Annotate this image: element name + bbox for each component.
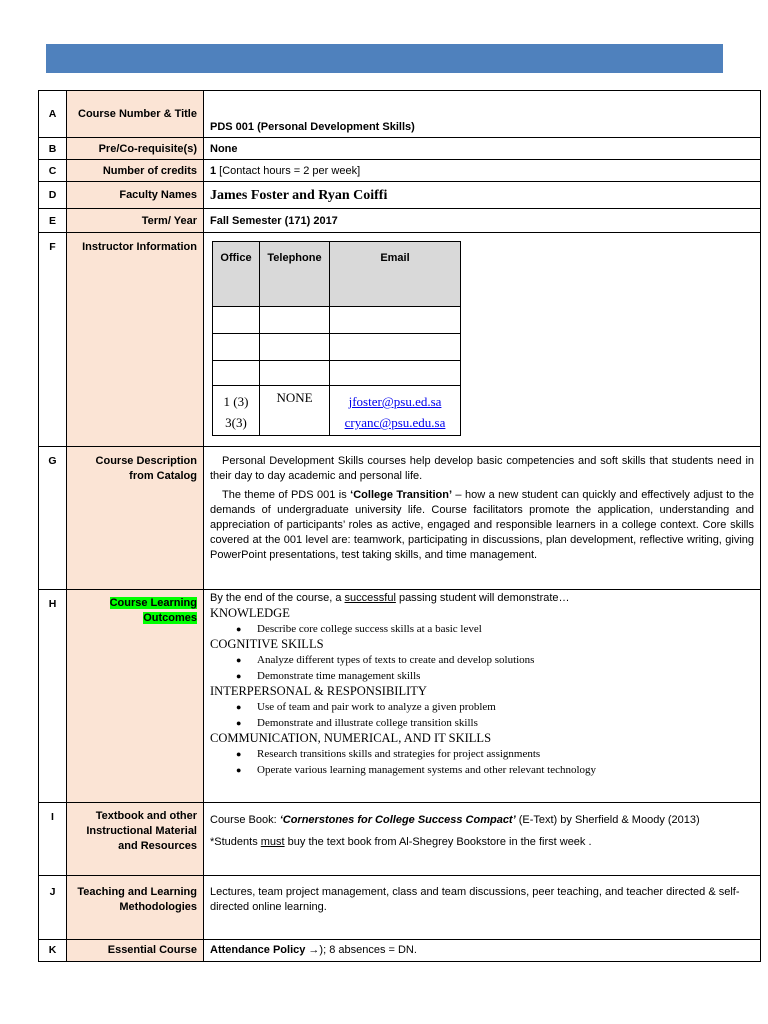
- course-book-prefix: Course Book:: [210, 813, 280, 826]
- course-book-line: [210, 809, 754, 831]
- outcomes-label-text: Course Learning Outcomes: [109, 596, 197, 624]
- outcome-item: [236, 746, 754, 762]
- outcome-category: INTERPERSONAL & RESPONSIBILITY: [210, 683, 427, 698]
- outcome-item: [236, 762, 754, 778]
- methodologies-label: Teaching and Learning Methodologies: [67, 875, 204, 939]
- outcome-text: Operate various learning management systems and other relevant technology: [257, 763, 597, 776]
- row-k: [39, 939, 761, 961]
- email-link-coiffi[interactable]: cryanc@psu.edu.sa: [344, 415, 446, 431]
- header-banner: [46, 44, 723, 73]
- theme-intro: The theme of PDS 001 is: [222, 489, 351, 502]
- bullet-icon: ●: [236, 748, 242, 759]
- note-prefix: *Students: [210, 835, 261, 848]
- methodologies-value: Lectures, team project management, class and team discussions, peer teaching, and teacher directed & self-directed online learning.: [204, 875, 761, 939]
- bullet-icon: ●: [236, 717, 242, 728]
- row-h: [39, 589, 761, 802]
- outcome-text: Describe core college success skills at a basic level: [257, 622, 482, 635]
- row-c: [39, 160, 761, 182]
- row-letter: K: [39, 939, 67, 961]
- outcome-text: Research transitions skills and strategies for project assignments: [257, 747, 541, 760]
- row-letter: B: [39, 138, 67, 160]
- intro-text: By the end of the course, a: [210, 591, 345, 604]
- row-letter: A: [39, 91, 67, 138]
- office-cell: [213, 386, 260, 436]
- row-letter: F: [39, 233, 67, 447]
- row-g: [39, 447, 761, 589]
- description-value: [204, 447, 761, 589]
- term-value: Fall Semester (171) 2017: [204, 209, 761, 233]
- outcome-item: [236, 699, 754, 715]
- credits-number: 1: [210, 164, 217, 177]
- textbook-label: Textbook and other Instructional Material and Resources: [67, 802, 204, 875]
- row-d: [39, 182, 761, 209]
- instructor-header-row: [213, 242, 461, 307]
- outcome-category: COMMUNICATION, NUMERICAL, AND IT SKILLS: [210, 730, 492, 745]
- description-label: Course Description from Catalog: [67, 447, 204, 589]
- outcome-category: COGNITIVE SKILLS: [210, 636, 324, 651]
- bullet-icon: ●: [236, 654, 242, 665]
- empty-row: [213, 361, 461, 386]
- course-number-label: Course Number & Title: [67, 91, 204, 138]
- outcome-item: [236, 652, 754, 668]
- row-letter: H: [39, 589, 67, 802]
- office-header: Office: [213, 242, 260, 307]
- outcome-text: Use of team and pair work to analyze a given problem: [257, 700, 496, 713]
- intro-underlined: successful: [344, 591, 396, 604]
- bullet-icon: ●: [236, 764, 242, 775]
- empty-row: [213, 307, 461, 334]
- row-b: [39, 138, 761, 160]
- office-value-2: 3(3): [225, 415, 247, 431]
- outcomes-intro: [210, 591, 754, 606]
- row-letter: D: [39, 182, 67, 209]
- instructor-data-row: [213, 386, 461, 436]
- note-must: must: [260, 835, 285, 848]
- email-link-foster[interactable]: jfoster@psu.ed.sa: [348, 394, 442, 410]
- description-paragraph-2: [210, 488, 754, 563]
- row-j: [39, 875, 761, 939]
- instructor-label: Instructor Information: [67, 233, 204, 447]
- instructor-value: [204, 233, 761, 447]
- outcome-text: Demonstrate time management skills: [257, 669, 421, 682]
- course-number-value: PDS 001 (Personal Development Skills): [204, 91, 761, 138]
- intro-text-end: passing student will demonstrate…: [395, 591, 570, 604]
- textbook-value: [204, 802, 761, 875]
- essential-value: [204, 939, 761, 961]
- essential-label: Essential Course: [67, 939, 204, 961]
- bullet-icon: ●: [236, 623, 242, 634]
- attendance-policy: Attendance Policy: [210, 944, 306, 957]
- email-cell: [330, 386, 461, 436]
- telephone-header: Telephone: [260, 242, 330, 307]
- outcomes-value: [204, 589, 761, 802]
- empty-row: [213, 334, 461, 361]
- attendance-rule: →); 8 absences = DN.: [305, 944, 417, 957]
- outcome-category: KNOWLEDGE: [210, 605, 290, 620]
- bullet-icon: ●: [236, 701, 242, 712]
- row-i: [39, 802, 761, 875]
- row-letter: C: [39, 160, 67, 182]
- outcomes-label: [67, 589, 204, 802]
- credits-value: [204, 160, 761, 182]
- instructor-table: [212, 241, 461, 436]
- row-f: [39, 233, 761, 447]
- note-text: buy the text book from Al-Shegrey Bookstore in the first week .: [284, 835, 592, 848]
- email-header: Email: [330, 242, 461, 307]
- row-letter: E: [39, 209, 67, 233]
- telephone-value: NONE: [260, 386, 330, 436]
- outcome-item: [236, 715, 754, 731]
- term-label: Term/ Year: [67, 209, 204, 233]
- contact-hours: [Contact hours = 2 per week]: [216, 164, 361, 177]
- course-book-author: (E-Text) by Sherfield & Moody (2013): [515, 813, 700, 826]
- prerequisite-label: Pre/Co-requisite(s): [67, 138, 204, 160]
- row-e: [39, 209, 761, 233]
- theme-title: ‘College Transition’: [350, 489, 452, 502]
- course-spec-table: [38, 90, 761, 962]
- outcome-text: Analyze different types of texts to create and develop solutions: [257, 653, 535, 666]
- outcome-text: Demonstrate and illustrate college transition skills: [257, 716, 478, 729]
- faculty-label: Faculty Names: [67, 182, 204, 209]
- row-letter: J: [39, 875, 67, 939]
- row-letter: G: [39, 447, 67, 589]
- course-book-title: ‘Cornerstones for College Success Compact’: [279, 813, 516, 826]
- prerequisite-value: None: [204, 138, 761, 160]
- outcome-item: [236, 668, 754, 684]
- outcome-item: [236, 621, 754, 637]
- theme-text: – how a new student can quickly and effectively adjust to the demands of undergraduate university life. Course facilitators promote the application, understanding and appreciation of participants’ roles as active, engaged and responsible learners in a college context. Core skills covered at the 001 level are: teamwork, participating in discussions, plan development, reflective writing, giving PowerPoint presentations, test taking skills, and time management.: [210, 489, 755, 562]
- row-a: [39, 91, 761, 138]
- row-letter: I: [39, 802, 67, 875]
- description-paragraph-1: Personal Development Skills courses help develop basic competencies and soft skills that students need in their day to day academic and personal life.: [210, 455, 754, 483]
- bullet-icon: ●: [236, 670, 242, 681]
- credits-label: Number of credits: [67, 160, 204, 182]
- faculty-value: James Foster and Ryan Coiffi: [204, 182, 761, 209]
- office-value: 1 (3): [223, 394, 249, 410]
- textbook-note: [210, 831, 754, 853]
